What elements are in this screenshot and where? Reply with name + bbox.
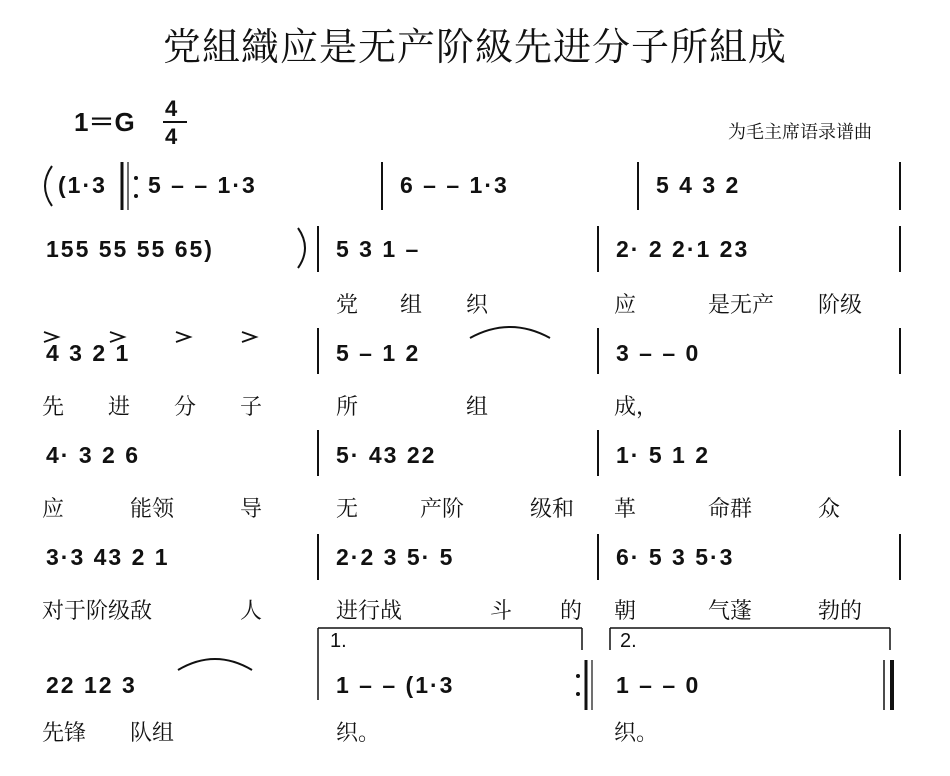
- lyric: 所: [336, 395, 359, 420]
- measure: 4· 3 2 6: [46, 442, 140, 468]
- lyric: 组: [400, 293, 423, 318]
- repeat-dot: [134, 194, 138, 198]
- measure: (1·3: [58, 172, 107, 198]
- lyric: 阶级: [818, 293, 863, 318]
- measure: 5 3 1 –: [336, 236, 421, 262]
- repeat-dot: [576, 692, 580, 696]
- measure: 5 4 3 2: [656, 172, 741, 198]
- volta-1-label: 1.: [330, 630, 347, 652]
- repeat-dot: [576, 674, 580, 678]
- volta-2-label: 2.: [620, 630, 637, 652]
- time-signature-top: 4: [165, 96, 178, 121]
- measure: 1 – – 0: [616, 672, 701, 698]
- time-signature-bottom: 4: [165, 124, 178, 149]
- measure: 5 – – 1·3: [148, 172, 257, 198]
- lyric: 革: [614, 497, 637, 522]
- key-signature: 1＝G: [74, 107, 135, 137]
- song-title: 党組織应是无产阶級先进分子所組成: [162, 25, 787, 69]
- measure: 2·2 3 5· 5: [336, 544, 455, 570]
- lyric: 分: [174, 395, 197, 420]
- measure: 2· 2 2·1 23: [616, 236, 750, 262]
- lyric: 产阶: [420, 497, 465, 522]
- measure: 1· 5 1 2: [616, 442, 710, 468]
- lyric: 朝: [614, 599, 637, 624]
- lyric: 先: [42, 395, 65, 420]
- lyric: 应: [614, 293, 637, 318]
- lyric: 斗: [490, 599, 513, 624]
- lyric: 勃的: [818, 599, 863, 624]
- lyric: 气蓬: [708, 599, 753, 624]
- lyric: 命群: [708, 497, 753, 522]
- lyric: 进行战: [336, 599, 403, 624]
- lyric: 无: [336, 497, 359, 522]
- measure: 1 – – (1·3: [336, 672, 455, 698]
- lyric: 是无产: [708, 293, 775, 318]
- lyric: 能领: [130, 497, 175, 522]
- lyric: 织。: [614, 721, 659, 746]
- measure: 3·3 43 2 1: [46, 544, 170, 570]
- lyric: 队组: [130, 721, 175, 746]
- measure: 6· 5 3 5·3: [616, 544, 735, 570]
- lyric: 织: [466, 293, 489, 318]
- measure: 5· 43 22: [336, 442, 437, 468]
- slur: [470, 327, 550, 338]
- lyric: 先锋: [42, 721, 87, 746]
- measure: 5 – 1 2: [336, 340, 421, 366]
- lyric: 导: [240, 497, 263, 522]
- accent-mark: [176, 332, 190, 342]
- repeat-dot: [134, 176, 138, 180]
- lyric: 对于阶级敌: [42, 599, 153, 624]
- lyric: 众: [818, 497, 841, 522]
- measure: 22 12 3: [46, 672, 137, 698]
- accent-mark: [242, 332, 256, 342]
- open-paren: [45, 166, 52, 206]
- lyric: 子: [240, 395, 263, 420]
- lyric: 的: [560, 599, 583, 624]
- measure: 6 – – 1·3: [400, 172, 509, 198]
- lyric: 进: [108, 395, 131, 420]
- lyric: 织。: [336, 721, 381, 746]
- lyric: 党: [336, 293, 359, 318]
- measure: 3 – – 0: [616, 340, 701, 366]
- measure: 4 3 2 1: [46, 340, 131, 366]
- slur: [178, 659, 252, 670]
- lyric: 组: [466, 395, 489, 420]
- lyric: 级和: [530, 497, 575, 522]
- close-paren: [298, 228, 305, 268]
- measure: 155 55 55 65): [46, 236, 214, 262]
- composer-note: 为毛主席语录谱曲: [728, 122, 872, 143]
- lyric: 应: [42, 497, 65, 522]
- lyric: 人: [240, 599, 263, 624]
- lyric: 成，: [614, 395, 659, 420]
